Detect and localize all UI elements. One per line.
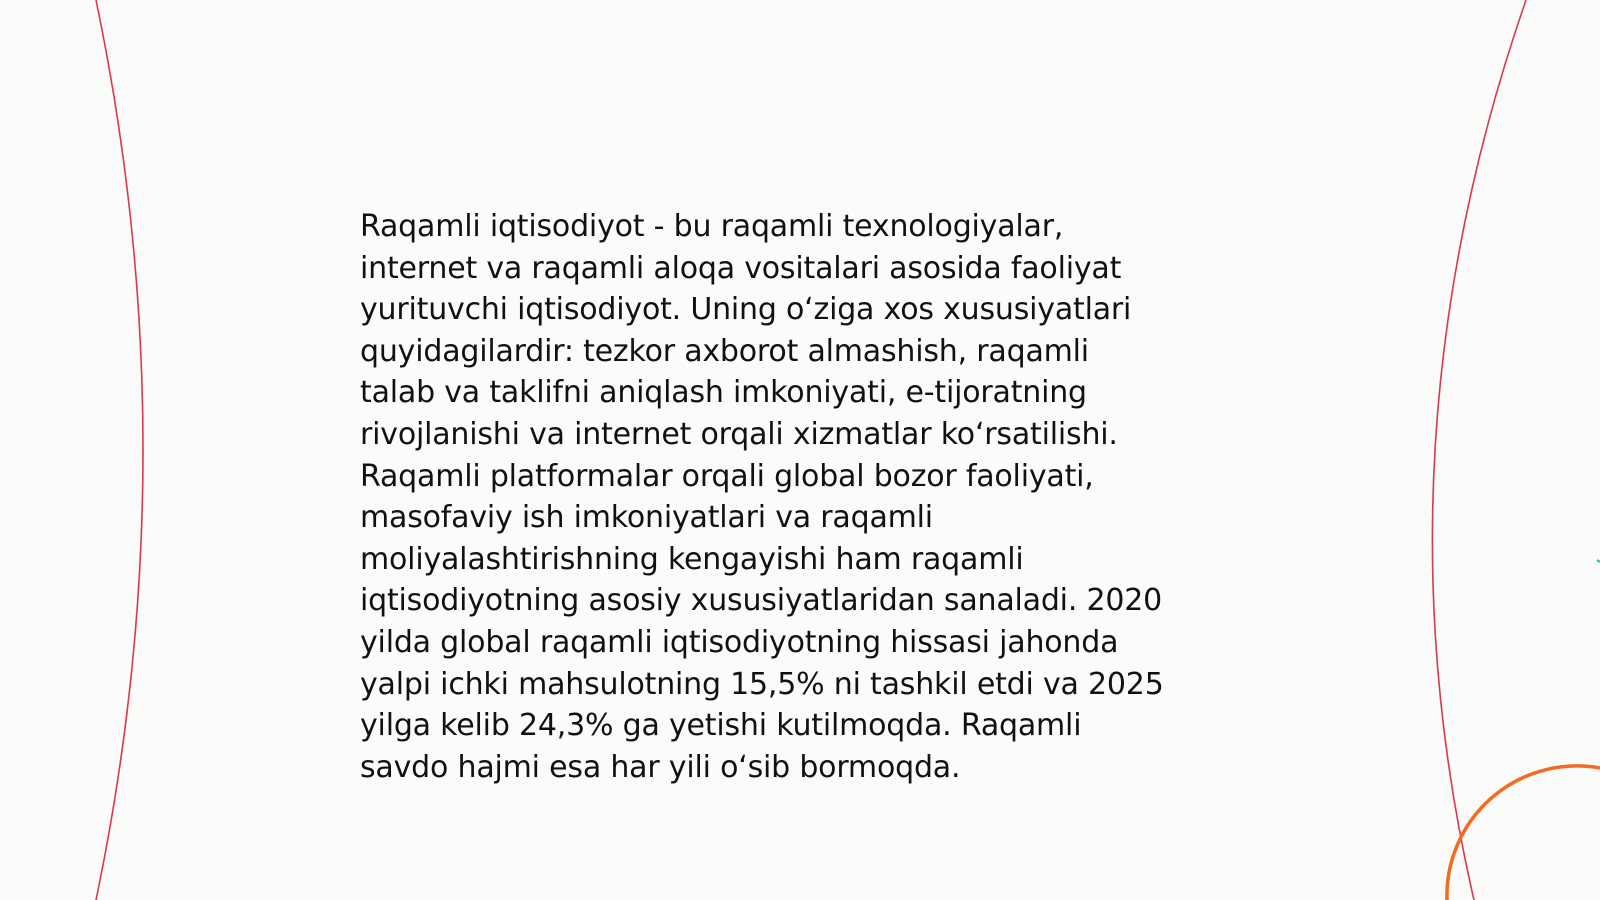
right-curve-line xyxy=(1432,0,1526,900)
paragraph-line: Raqamli platformalar orqali global bozor faoliyati, xyxy=(360,458,1094,494)
paragraph-line: moliyalashtirishning kengayishi ham raqamli xyxy=(360,541,1024,577)
left-curve-line xyxy=(96,0,143,900)
paragraph-line: savdo hajmi esa har yili oʻsib bormoqda. xyxy=(360,749,961,785)
paragraph-line: yilga kelib 24,3% ga yetishi kutilmoqda. Raqamli xyxy=(360,708,1082,744)
paragraph-line: yalpi ichki mahsulotning 15,5% ni tashkil etdi va 2025 xyxy=(360,666,1164,702)
body-paragraph xyxy=(360,206,1260,788)
paragraph-line: Raqamli iqtisodiyot - bu raqamli texnologiyalar, xyxy=(360,209,1064,244)
paragraph-line: internet va raqamli aloqa vositalari asosida faoliyat xyxy=(360,250,1122,286)
paragraph-line: yilda global raqamli iqtisodiyotning hissasi jahonda xyxy=(360,624,1119,660)
paragraph-line: masofaviy ish imkoniyatlari va raqamli xyxy=(360,500,933,536)
orange-arc xyxy=(1447,766,1600,900)
paragraph-line: quyidagilardir: tezkor axborot almashish, raqamli xyxy=(360,333,1089,369)
paragraph-line: yurituvchi iqtisodiyot. Uning oʻziga xos xususiyatlari xyxy=(360,292,1132,328)
paragraph-line: iqtisodiyotning asosiy xususiyatlaridan sanaladi. 2020 xyxy=(360,583,1163,619)
paragraph-line: rivojlanishi va internet orqali xizmatlar koʻrsatilishi. xyxy=(360,416,1118,452)
paragraph-line: talab va taklifni aniqlash imkoniyati, e-tijoratning xyxy=(360,375,1087,411)
